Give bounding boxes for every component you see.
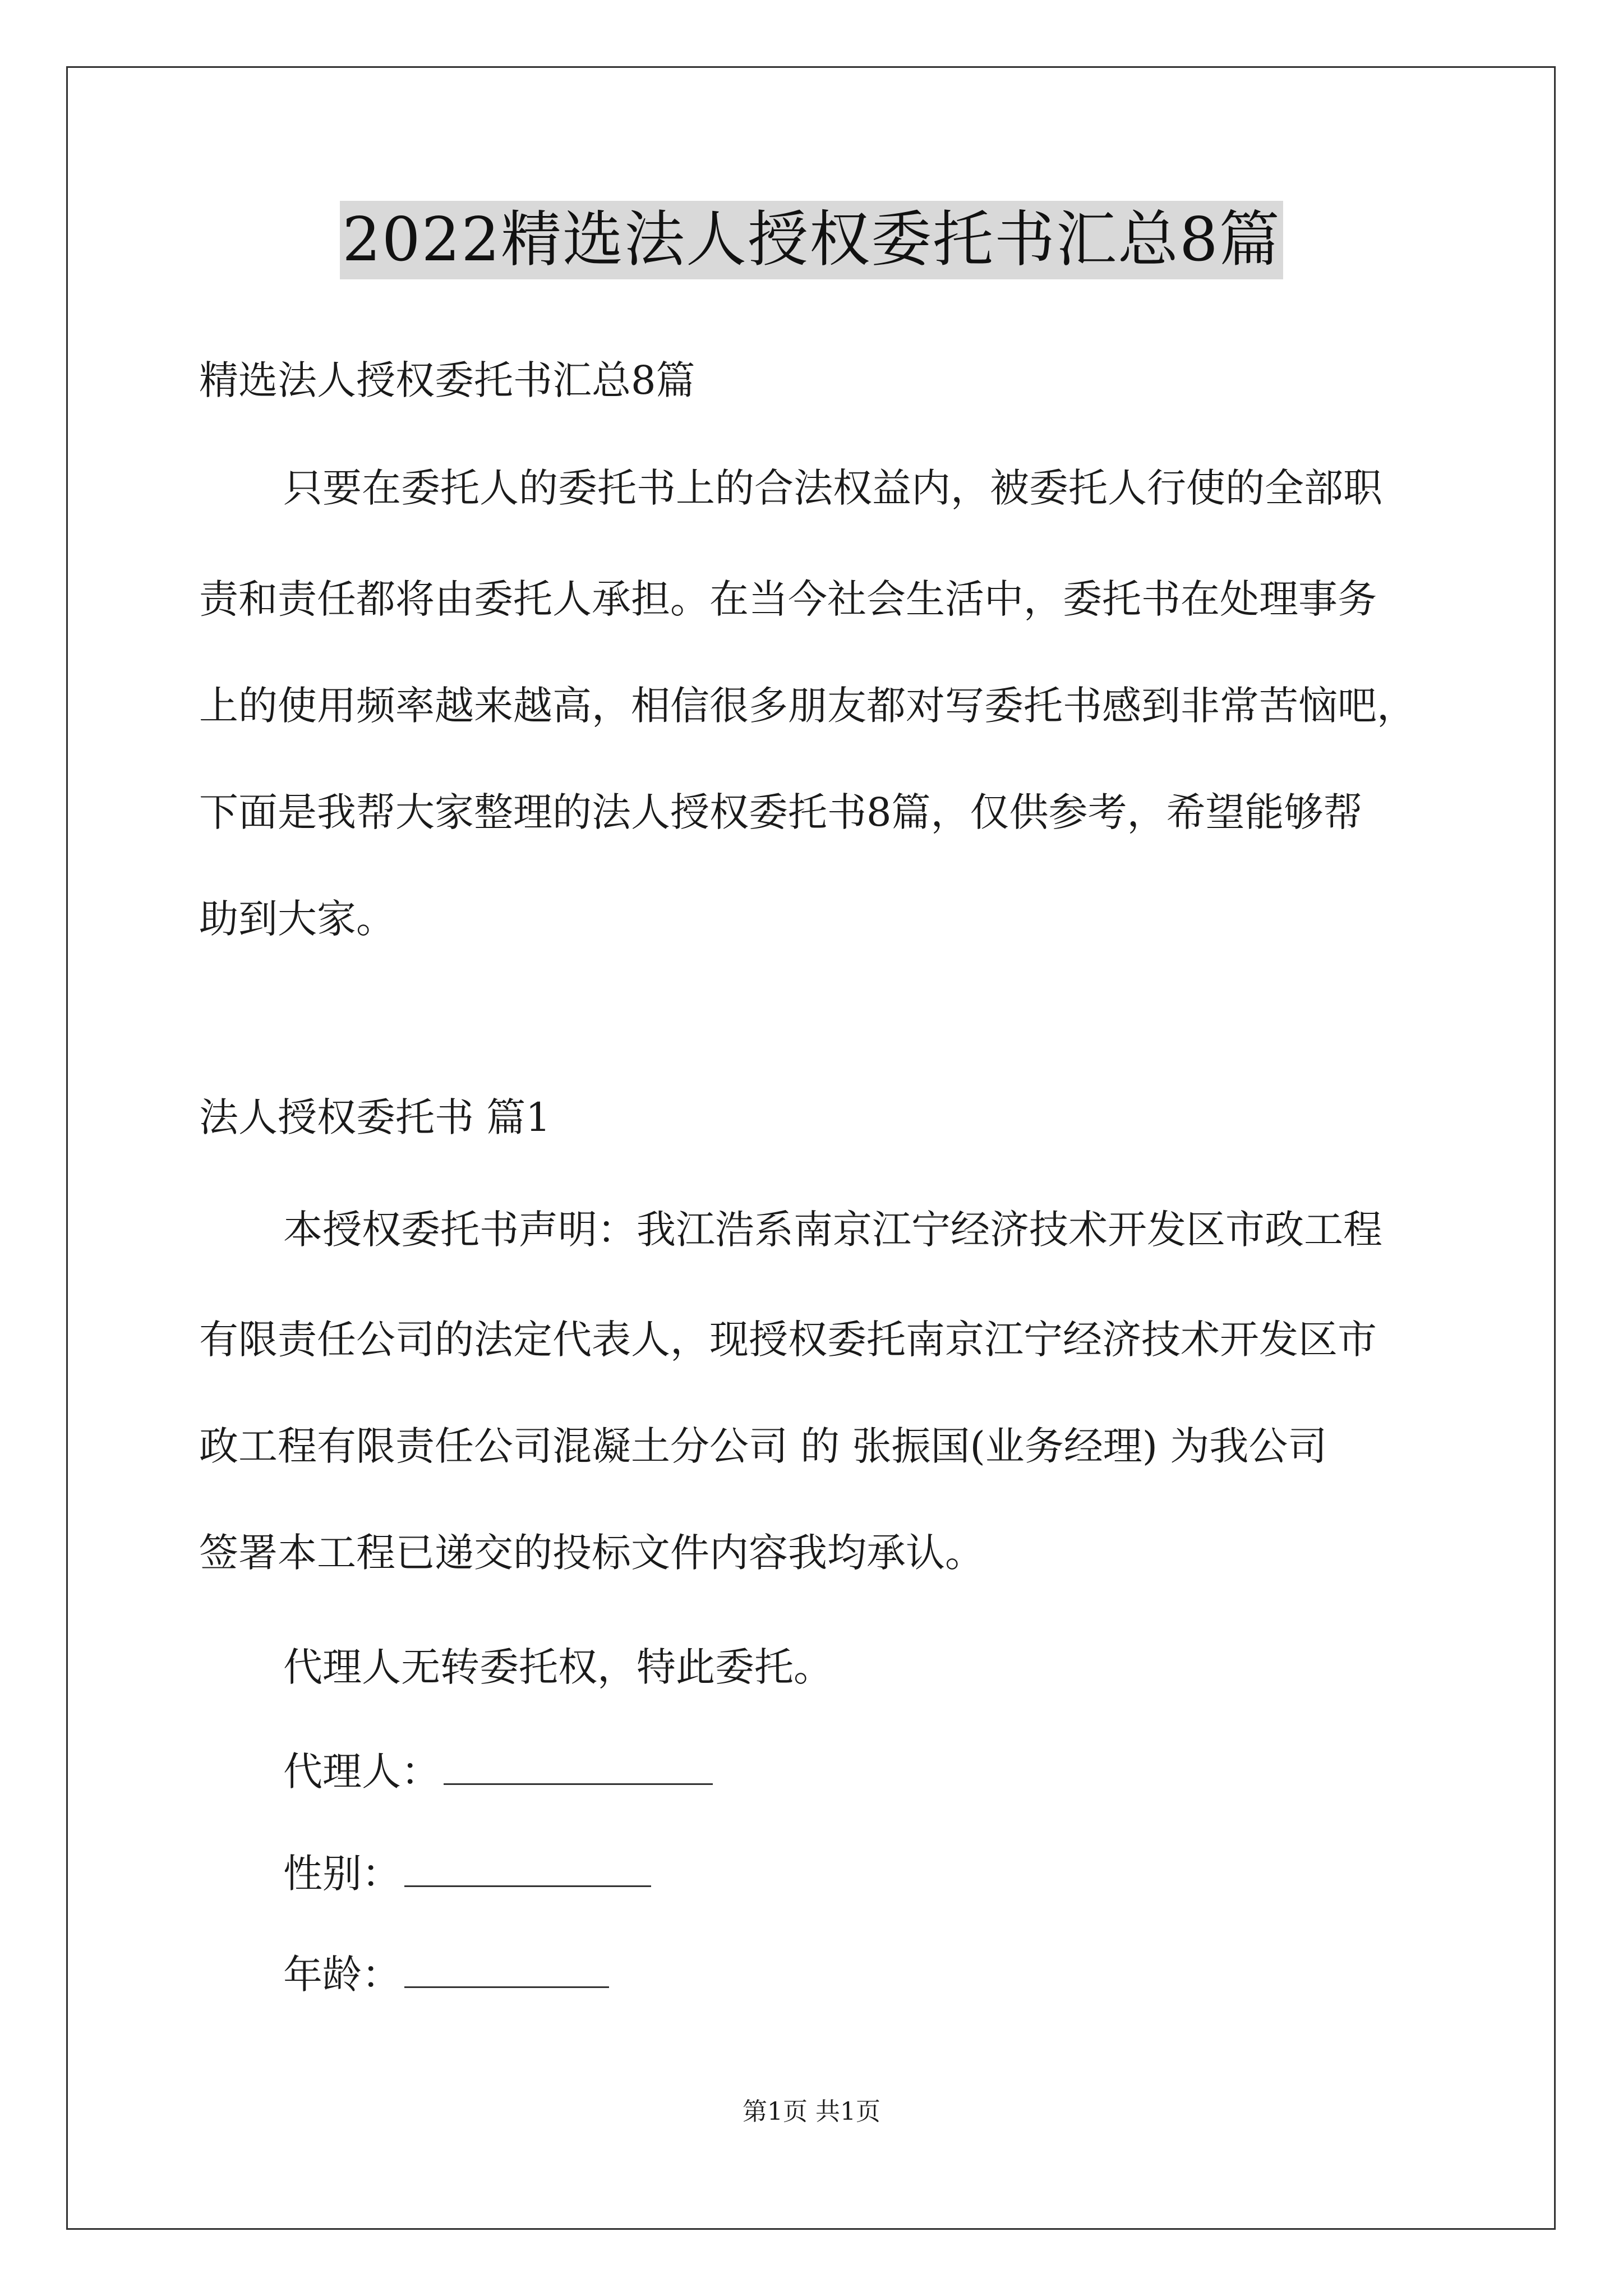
document-subtitle: 精选法人授权委托书汇总8篇 [199, 357, 695, 403]
age-label: 年龄： [283, 1952, 401, 1998]
intro-line: 助到大家。 [199, 896, 395, 942]
closing-line: 代理人无转委托权，特此委托。 [283, 1644, 833, 1690]
intro-line: 责和责任都将由委托人承担。在当今社会生活中，委托书在处理事务 [199, 576, 1377, 622]
page-footer: 第1页 共1页 [743, 2097, 880, 2126]
gender-blank[interactable] [404, 1846, 651, 1887]
section-line: 政工程有限责任公司混凝土分公司 的 张振国(业务经理) 为我公司 [199, 1423, 1327, 1469]
section-line: 有限责任公司的法定代表人，现授权委托南京江宁经济技术开发区市 [199, 1317, 1377, 1363]
section-line: 本授权委托书声明：我江浩系南京江宁经济技术开发区市政工程 [283, 1207, 1382, 1253]
agent-blank[interactable] [444, 1744, 713, 1785]
section-heading: 法人授权委托书 篇1 [199, 1094, 551, 1140]
agent-label: 代理人： [283, 1749, 440, 1795]
intro-line: 下面是我帮大家整理的法人授权委托书8篇，仅供参考，希望能够帮 [199, 789, 1363, 835]
section-line: 签署本工程已递交的投标文件内容我均承认。 [199, 1530, 984, 1576]
document-title: 2022精选法人授权委托书汇总8篇 [340, 201, 1283, 279]
title-block [0, 201, 1623, 279]
age-field [283, 1947, 609, 2003]
gender-label: 性别： [283, 1851, 401, 1897]
intro-line: 只要在委托人的委托书上的合法权益内，被委托人行使的全部职 [283, 465, 1382, 511]
gender-field [283, 1846, 651, 1902]
intro-line: 上的使用频率越来越高，相信很多朋友都对写委托书感到非常苦恼吧， [199, 683, 1416, 729]
age-blank[interactable] [404, 1947, 609, 1988]
agent-field [283, 1743, 713, 1800]
